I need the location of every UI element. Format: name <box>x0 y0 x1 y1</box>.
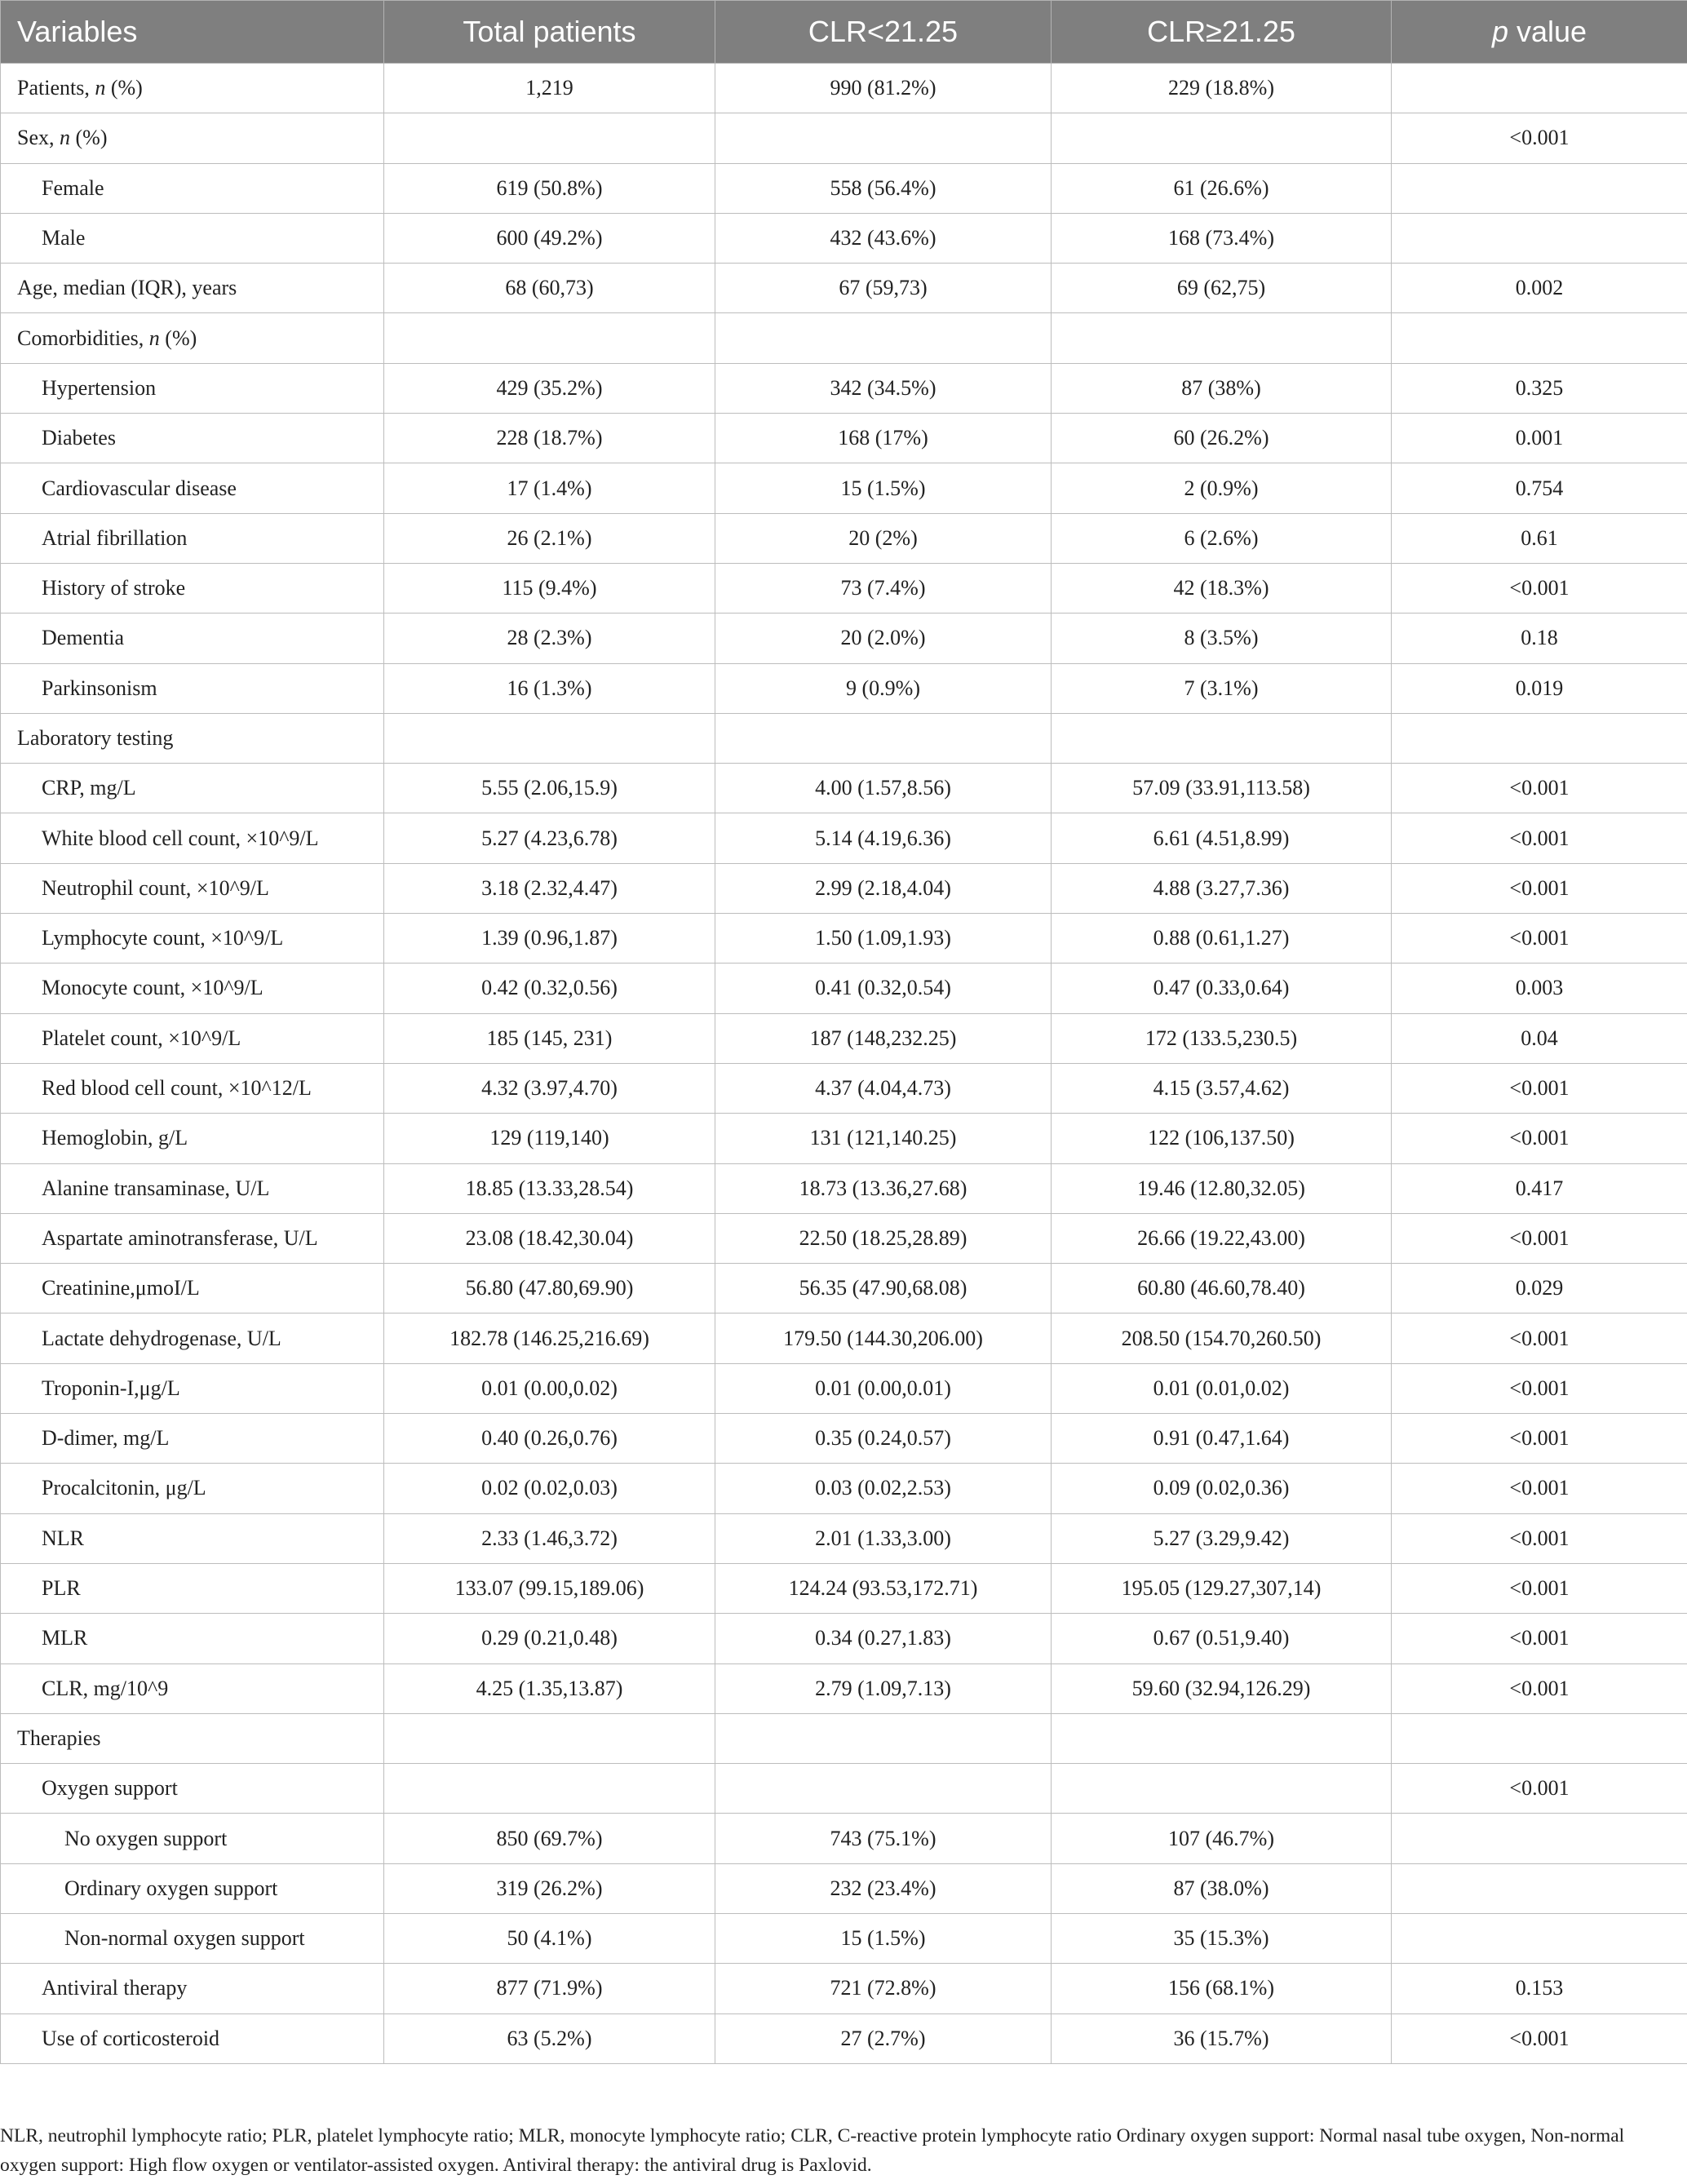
variable-label: Therapies <box>17 1725 101 1750</box>
table-row <box>1 1264 1687 1314</box>
total-patients-cell: 5.55 (2.06,15.9) <box>384 764 715 813</box>
clr-high-cell <box>1052 713 1392 763</box>
clr-high-cell: 208.50 (154.70,260.50) <box>1052 1314 1392 1363</box>
variable-label-cell <box>1 414 384 463</box>
variable-label: NLR <box>42 1526 84 1550</box>
clr-low-cell <box>715 713 1052 763</box>
variable-label: CRP, mg/L <box>42 776 136 800</box>
total-patients-cell: 63 (5.2%) <box>384 2013 715 2063</box>
clr-low-cell: 4.00 (1.57,8.56) <box>715 764 1052 813</box>
header-row <box>1 1 1687 64</box>
clr-high-cell: 156 (68.1%) <box>1052 1964 1392 2013</box>
clr-high-cell: 4.88 (3.27,7.36) <box>1052 863 1392 913</box>
variable-label-suffix: (%) <box>105 76 143 100</box>
clr-high-cell: 8 (3.5%) <box>1052 614 1392 663</box>
clr-high-cell: 36 (15.7%) <box>1052 2013 1392 2063</box>
table-row <box>1 1163 1687 1213</box>
table-row <box>1 813 1687 863</box>
p-value-cell <box>1392 1713 1687 1763</box>
total-patients-cell: 23.08 (18.42,30.04) <box>384 1213 715 1263</box>
p-value-cell: 0.04 <box>1392 1013 1687 1063</box>
variable-label-cell <box>1 764 384 813</box>
variable-label: Hemoglobin, g/L <box>42 1126 188 1150</box>
table-row <box>1 313 1687 363</box>
header-clr-low: CLR<21.25 <box>715 1 1052 64</box>
clr-low-cell: 73 (7.4%) <box>715 563 1052 613</box>
table-header <box>1 1 1687 64</box>
total-patients-cell: 600 (49.2%) <box>384 213 715 263</box>
clr-low-cell: 179.50 (144.30,206.00) <box>715 1314 1052 1363</box>
variable-label: Procalcitonin, μg/L <box>42 1476 206 1500</box>
table-row <box>1 513 1687 563</box>
variable-label-cell <box>1 513 384 563</box>
clr-high-cell: 7 (3.1%) <box>1052 663 1392 713</box>
variable-label-cell <box>1 1213 384 1263</box>
variable-label-cell <box>1 1563 384 1613</box>
total-patients-cell: 0.29 (0.21,0.48) <box>384 1614 715 1663</box>
variable-label: Hypertension <box>42 375 157 400</box>
p-value-cell: <0.001 <box>1392 764 1687 813</box>
variable-label: Lactate dehydrogenase, U/L <box>42 1326 281 1350</box>
table-row <box>1 1013 1687 1063</box>
total-patients-cell: 182.78 (146.25,216.69) <box>384 1314 715 1363</box>
clr-low-cell <box>715 113 1052 163</box>
total-patients-cell: 319 (26.2%) <box>384 1863 715 1913</box>
variable-label: Cardiovascular disease <box>42 476 237 500</box>
variable-label: MLR <box>42 1626 88 1650</box>
clr-low-cell <box>715 1764 1052 1814</box>
table-row <box>1 863 1687 913</box>
clr-low-cell: 2.01 (1.33,3.00) <box>715 1513 1052 1563</box>
clr-low-cell: 0.34 (0.27,1.83) <box>715 1614 1052 1663</box>
table-row <box>1 1814 1687 1863</box>
variable-label: Patients, <box>17 76 95 100</box>
clr-low-cell: 721 (72.8%) <box>715 1964 1052 2013</box>
clr-high-cell: 107 (46.7%) <box>1052 1814 1392 1863</box>
variable-label-cell <box>1 1363 384 1413</box>
clr-high-cell: 172 (133.5,230.5) <box>1052 1013 1392 1063</box>
clr-low-cell: 0.41 (0.32,0.54) <box>715 964 1052 1013</box>
variable-label-cell <box>1 914 384 964</box>
p-value-cell: <0.001 <box>1392 1663 1687 1713</box>
clr-high-cell: 87 (38.0%) <box>1052 1863 1392 1913</box>
p-value-cell: <0.001 <box>1392 1563 1687 1613</box>
total-patients-cell: 619 (50.8%) <box>384 163 715 213</box>
total-patients-cell: 3.18 (2.32,4.47) <box>384 863 715 913</box>
variable-label: Creatinine,μmoI/L <box>42 1276 200 1300</box>
clr-high-cell <box>1052 313 1392 363</box>
variable-label: PLR <box>42 1576 81 1601</box>
variable-label-cell <box>1 1163 384 1213</box>
total-patients-cell: 129 (119,140) <box>384 1114 715 1163</box>
table-row <box>1 1464 1687 1513</box>
total-patients-cell: 185 (145, 231) <box>384 1013 715 1063</box>
variable-label: Ordinary oxygen support <box>64 1876 278 1900</box>
total-patients-cell <box>384 313 715 363</box>
variable-label-cell <box>1 663 384 713</box>
table-row <box>1 1414 1687 1464</box>
variable-label: Neutrophil count, ×10^9/L <box>42 875 269 900</box>
total-patients-cell: 0.42 (0.32,0.56) <box>384 964 715 1013</box>
clr-high-cell: 2 (0.9%) <box>1052 463 1392 513</box>
clr-high-cell: 42 (18.3%) <box>1052 563 1392 613</box>
variable-label: Platelet count, ×10^9/L <box>42 1026 241 1050</box>
table-row <box>1 1363 1687 1413</box>
variable-label-cell <box>1 1614 384 1663</box>
table-row <box>1 1563 1687 1613</box>
variable-label-cell <box>1 313 384 363</box>
clr-low-cell: 15 (1.5%) <box>715 1913 1052 1963</box>
total-patients-cell: 228 (18.7%) <box>384 414 715 463</box>
variable-label-cell <box>1 1114 384 1163</box>
table-footnote: NLR, neutrophil lymphocyte ratio; PLR, platelet lymphocyte ratio; MLR, monocyte lymphocyte ratio; CLR, C-reactive protein lymphocyte ratio Ordinary oxygen support: Normal nasal tube oxygen, Non-normal oxygen support: High flow oxygen or ventilator-assisted oxygen. Antiviral therapy: the antiviral drug is Paxlovid. <box>0 2125 1625 2176</box>
total-patients-cell: 429 (35.2%) <box>384 363 715 413</box>
clr-high-cell <box>1052 1764 1392 1814</box>
variable-label-cell <box>1 964 384 1013</box>
p-value-cell <box>1392 1863 1687 1913</box>
clr-high-cell: 59.60 (32.94,126.29) <box>1052 1663 1392 1713</box>
header-variables: Variables <box>1 1 384 64</box>
clr-low-cell: 1.50 (1.09,1.93) <box>715 914 1052 964</box>
clr-high-cell: 0.91 (0.47,1.64) <box>1052 1414 1392 1464</box>
table-row <box>1 64 1687 113</box>
total-patients-cell: 16 (1.3%) <box>384 663 715 713</box>
clr-high-cell: 60 (26.2%) <box>1052 414 1392 463</box>
clr-low-cell: 0.03 (0.02,2.53) <box>715 1464 1052 1513</box>
total-patients-cell: 56.80 (47.80,69.90) <box>384 1264 715 1314</box>
header-clr-high: CLR≥21.25 <box>1052 1 1392 64</box>
clr-high-cell: 0.09 (0.02,0.36) <box>1052 1464 1392 1513</box>
variable-label-cell <box>1 1964 384 2013</box>
table-row <box>1 2013 1687 2063</box>
variable-label: Dementia <box>42 626 125 650</box>
variable-label: Lymphocyte count, ×10^9/L <box>42 926 284 950</box>
variable-label-cell <box>1 1713 384 1763</box>
clr-low-cell: 2.79 (1.09,7.13) <box>715 1663 1052 1713</box>
variable-label-cell <box>1 1513 384 1563</box>
p-value-cell <box>1392 213 1687 263</box>
variable-label: Atrial fibrillation <box>42 525 188 550</box>
p-value-cell: <0.001 <box>1392 113 1687 163</box>
p-value-cell: <0.001 <box>1392 1414 1687 1464</box>
table-row <box>1 1713 1687 1763</box>
p-value-cell: <0.001 <box>1392 1764 1687 1814</box>
variable-label: Red blood cell count, ×10^12/L <box>42 1076 312 1101</box>
variable-label-cell <box>1 264 384 313</box>
clr-low-cell: 124.24 (93.53,172.71) <box>715 1563 1052 1613</box>
clr-low-cell: 232 (23.4%) <box>715 1863 1052 1913</box>
clr-low-cell: 990 (81.2%) <box>715 64 1052 113</box>
p-value-cell: <0.001 <box>1392 914 1687 964</box>
p-value-cell: 0.61 <box>1392 513 1687 563</box>
variable-label-cell <box>1 1663 384 1713</box>
table-body <box>1 64 1687 2064</box>
clr-high-cell: 4.15 (3.57,4.62) <box>1052 1063 1392 1113</box>
total-patients-cell: 26 (2.1%) <box>384 513 715 563</box>
variable-label-cell <box>1 614 384 663</box>
clr-low-cell: 27 (2.7%) <box>715 2013 1052 2063</box>
clr-low-cell <box>715 313 1052 363</box>
variable-label: Antiviral therapy <box>42 1976 188 2000</box>
variable-label-suffix: (%) <box>70 126 108 150</box>
p-value-cell: <0.001 <box>1392 1363 1687 1413</box>
p-value-cell: <0.001 <box>1392 563 1687 613</box>
header-p-label: value <box>1516 15 1587 48</box>
p-value-cell: <0.001 <box>1392 1614 1687 1663</box>
p-value-cell: 0.003 <box>1392 964 1687 1013</box>
p-value-cell: <0.001 <box>1392 1213 1687 1263</box>
clr-high-cell: 229 (18.8%) <box>1052 64 1392 113</box>
variable-label: CLR, mg/10^9 <box>42 1676 169 1700</box>
clr-high-cell: 6 (2.6%) <box>1052 513 1392 563</box>
table-row <box>1 614 1687 663</box>
header-p-value <box>1392 1 1687 64</box>
total-patients-cell: 850 (69.7%) <box>384 1814 715 1863</box>
variable-label-cell <box>1 1764 384 1814</box>
variable-label: Alanine transaminase, U/L <box>42 1176 270 1200</box>
p-value-cell <box>1392 163 1687 213</box>
table-row <box>1 463 1687 513</box>
p-value-cell: 0.019 <box>1392 663 1687 713</box>
total-patients-cell: 50 (4.1%) <box>384 1913 715 1963</box>
clr-high-cell: 0.47 (0.33,0.64) <box>1052 964 1392 1013</box>
clr-low-cell: 4.37 (4.04,4.73) <box>715 1063 1052 1113</box>
clr-high-cell: 195.05 (129.27,307,14) <box>1052 1563 1392 1613</box>
p-value-cell: <0.001 <box>1392 1114 1687 1163</box>
total-patients-cell: 0.40 (0.26,0.76) <box>384 1414 715 1464</box>
variable-label-cell <box>1 813 384 863</box>
variable-label-italic: n <box>95 76 106 100</box>
total-patients-cell: 17 (1.4%) <box>384 463 715 513</box>
variable-label-cell <box>1 463 384 513</box>
clr-low-cell: 15 (1.5%) <box>715 463 1052 513</box>
variable-label-cell <box>1 1913 384 1963</box>
table-row <box>1 1913 1687 1963</box>
total-patients-cell: 0.01 (0.00,0.02) <box>384 1363 715 1413</box>
total-patients-cell: 2.33 (1.46,3.72) <box>384 1513 715 1563</box>
clr-low-cell: 342 (34.5%) <box>715 363 1052 413</box>
p-value-cell: <0.001 <box>1392 863 1687 913</box>
variable-label: Aspartate aminotransferase, U/L <box>42 1225 318 1250</box>
variable-label-cell <box>1 113 384 163</box>
table-row <box>1 363 1687 413</box>
table-row <box>1 764 1687 813</box>
clr-high-cell: 69 (62,75) <box>1052 264 1392 313</box>
clr-low-cell: 131 (121,140.25) <box>715 1114 1052 1163</box>
p-value-cell <box>1392 64 1687 113</box>
clr-low-cell: 743 (75.1%) <box>715 1814 1052 1863</box>
variable-label: D-dimer, mg/L <box>42 1426 170 1451</box>
table-row <box>1 264 1687 313</box>
total-patients-cell <box>384 1764 715 1814</box>
clr-high-cell: 168 (73.4%) <box>1052 213 1392 263</box>
table-row <box>1 1114 1687 1163</box>
variable-label: History of stroke <box>42 576 186 600</box>
table-row <box>1 1764 1687 1814</box>
variable-label: Non-normal oxygen support <box>64 1926 305 1951</box>
variable-label: Use of corticosteroid <box>42 2026 220 2050</box>
table-row <box>1 1513 1687 1563</box>
table-row <box>1 1063 1687 1113</box>
clr-high-cell: 6.61 (4.51,8.99) <box>1052 813 1392 863</box>
p-value-cell: <0.001 <box>1392 1063 1687 1113</box>
clr-high-cell: 0.88 (0.61,1.27) <box>1052 914 1392 964</box>
total-patients-cell: 4.32 (3.97,4.70) <box>384 1063 715 1113</box>
table-row <box>1 213 1687 263</box>
total-patients-cell: 1,219 <box>384 64 715 113</box>
p-value-cell: <0.001 <box>1392 2013 1687 2063</box>
clr-low-cell: 2.99 (2.18,4.04) <box>715 863 1052 913</box>
variable-label-italic: n <box>60 126 70 150</box>
variable-label: Comorbidities, <box>17 326 149 350</box>
variable-label-suffix: (%) <box>159 326 197 350</box>
variable-label: Oxygen support <box>42 1776 178 1801</box>
variable-label-cell <box>1 713 384 763</box>
table-row <box>1 663 1687 713</box>
clr-low-cell: 0.01 (0.00,0.01) <box>715 1363 1052 1413</box>
variable-label-cell <box>1 64 384 113</box>
total-patients-cell: 115 (9.4%) <box>384 563 715 613</box>
variable-label-italic: n <box>148 326 160 350</box>
p-value-cell: 0.001 <box>1392 414 1687 463</box>
total-patients-cell <box>384 1713 715 1763</box>
clr-high-cell: 87 (38%) <box>1052 363 1392 413</box>
variable-label-cell <box>1 1264 384 1314</box>
table-row <box>1 1213 1687 1263</box>
p-value-cell <box>1392 313 1687 363</box>
variable-label-cell <box>1 363 384 413</box>
variable-label: Parkinsonism <box>42 676 157 700</box>
variable-label: White blood cell count, ×10^9/L <box>42 826 319 850</box>
variable-label-cell <box>1 863 384 913</box>
table-row <box>1 113 1687 163</box>
table-row <box>1 563 1687 613</box>
variable-label-cell <box>1 2013 384 2063</box>
table-row <box>1 1863 1687 1913</box>
variable-label-cell <box>1 1063 384 1113</box>
clr-high-cell: 122 (106,137.50) <box>1052 1114 1392 1163</box>
table-row <box>1 1314 1687 1363</box>
table-row <box>1 414 1687 463</box>
variable-label: Monocyte count, ×10^9/L <box>42 976 263 1000</box>
clr-low-cell: 56.35 (47.90,68.08) <box>715 1264 1052 1314</box>
clr-high-cell <box>1052 1713 1392 1763</box>
variable-label-cell <box>1 1464 384 1513</box>
clr-low-cell: 22.50 (18.25,28.89) <box>715 1213 1052 1263</box>
clr-low-cell: 20 (2.0%) <box>715 614 1052 663</box>
clr-low-cell: 168 (17%) <box>715 414 1052 463</box>
p-value-cell: <0.001 <box>1392 1513 1687 1563</box>
variable-label: Age, median (IQR), years <box>17 276 237 300</box>
p-value-cell: 0.153 <box>1392 1964 1687 2013</box>
clr-high-cell: 61 (26.6%) <box>1052 163 1392 213</box>
table-row <box>1 713 1687 763</box>
p-value-cell <box>1392 1913 1687 1963</box>
clr-low-cell: 5.14 (4.19,6.36) <box>715 813 1052 863</box>
table-row <box>1 1614 1687 1663</box>
clr-low-cell: 432 (43.6%) <box>715 213 1052 263</box>
total-patients-cell: 28 (2.3%) <box>384 614 715 663</box>
clr-low-cell <box>715 1713 1052 1763</box>
p-value-cell: 0.18 <box>1392 614 1687 663</box>
total-patients-cell: 4.25 (1.35,13.87) <box>384 1663 715 1713</box>
variable-label: Troponin-I,μg/L <box>42 1376 180 1400</box>
variable-label-cell <box>1 213 384 263</box>
variable-label: Laboratory testing <box>17 726 174 750</box>
header-p-italic: p <box>1491 15 1508 48</box>
clr-high-cell: 5.27 (3.29,9.42) <box>1052 1513 1392 1563</box>
clr-high-cell <box>1052 113 1392 163</box>
variable-label-cell <box>1 1414 384 1464</box>
table-row <box>1 163 1687 213</box>
variable-label-cell <box>1 1314 384 1363</box>
total-patients-cell <box>384 713 715 763</box>
p-value-cell: <0.001 <box>1392 1464 1687 1513</box>
table-row <box>1 1663 1687 1713</box>
p-value-cell: 0.002 <box>1392 264 1687 313</box>
total-patients-cell: 0.02 (0.02,0.03) <box>384 1464 715 1513</box>
total-patients-cell: 68 (60,73) <box>384 264 715 313</box>
table-row <box>1 1964 1687 2013</box>
table-row <box>1 914 1687 964</box>
variable-label: Female <box>42 175 104 200</box>
clr-low-cell: 9 (0.9%) <box>715 663 1052 713</box>
clr-low-cell: 20 (2%) <box>715 513 1052 563</box>
p-value-cell: 0.029 <box>1392 1264 1687 1314</box>
total-patients-cell <box>384 113 715 163</box>
p-value-cell: 0.325 <box>1392 363 1687 413</box>
variable-label-cell <box>1 163 384 213</box>
clr-low-cell: 187 (148,232.25) <box>715 1013 1052 1063</box>
clr-low-cell: 558 (56.4%) <box>715 163 1052 213</box>
total-patients-cell: 18.85 (13.33,28.54) <box>384 1163 715 1213</box>
clr-high-cell: 57.09 (33.91,113.58) <box>1052 764 1392 813</box>
variable-label: Diabetes <box>42 426 116 450</box>
total-patients-cell: 133.07 (99.15,189.06) <box>384 1563 715 1613</box>
clr-low-cell: 18.73 (13.36,27.68) <box>715 1163 1052 1213</box>
clr-high-cell: 0.67 (0.51,9.40) <box>1052 1614 1392 1663</box>
total-patients-cell: 5.27 (4.23,6.78) <box>384 813 715 863</box>
header-total-patients: Total patients <box>384 1 715 64</box>
p-value-cell: <0.001 <box>1392 1314 1687 1363</box>
clr-high-cell: 26.66 (19.22,43.00) <box>1052 1213 1392 1263</box>
variable-label: Male <box>42 226 86 250</box>
p-value-cell: <0.001 <box>1392 813 1687 863</box>
clr-low-cell: 0.35 (0.24,0.57) <box>715 1414 1052 1464</box>
p-value-cell: 0.754 <box>1392 463 1687 513</box>
p-value-cell <box>1392 1814 1687 1863</box>
variable-label-cell <box>1 563 384 613</box>
p-value-cell: 0.417 <box>1392 1163 1687 1213</box>
clr-low-cell: 67 (59,73) <box>715 264 1052 313</box>
p-value-cell <box>1392 713 1687 763</box>
variable-label: No oxygen support <box>64 1826 228 1850</box>
total-patients-cell: 1.39 (0.96,1.87) <box>384 914 715 964</box>
variable-label-cell <box>1 1863 384 1913</box>
total-patients-cell: 877 (71.9%) <box>384 1964 715 2013</box>
variable-label-cell <box>1 1013 384 1063</box>
variable-label: Sex, <box>17 126 60 150</box>
clr-high-cell: 0.01 (0.01,0.02) <box>1052 1363 1392 1413</box>
variable-label-cell <box>1 1814 384 1863</box>
table-row <box>1 964 1687 1013</box>
clr-high-cell: 35 (15.3%) <box>1052 1913 1392 1963</box>
clr-high-cell: 60.80 (46.60,78.40) <box>1052 1264 1392 1314</box>
clr-high-cell: 19.46 (12.80,32.05) <box>1052 1163 1392 1213</box>
